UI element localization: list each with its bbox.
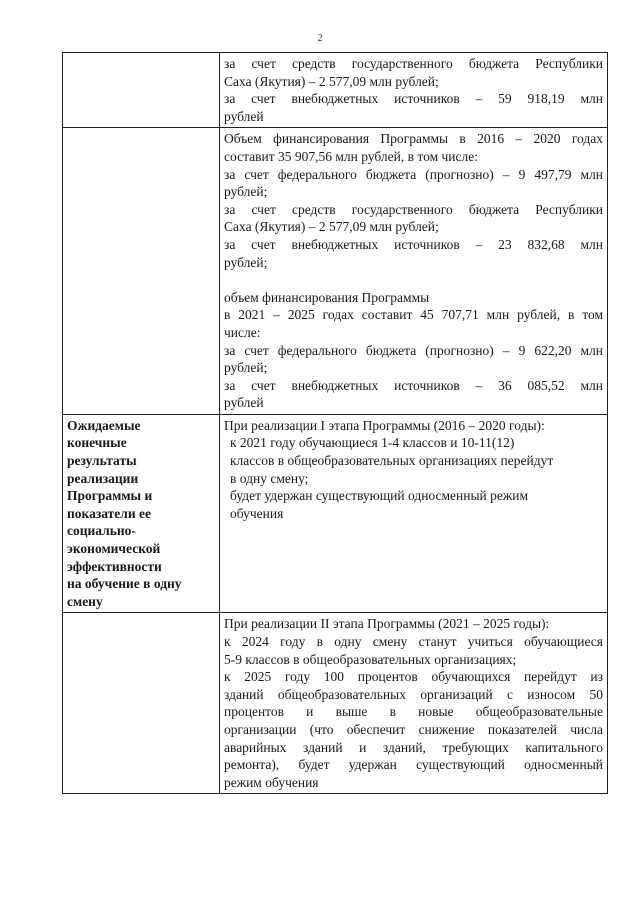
content-line: числе: [224, 324, 261, 340]
heading-line: на обучение в одну [67, 576, 182, 592]
table-row [63, 53, 607, 128]
content-line: ремонта), будет удержан существующий односменный [224, 757, 603, 773]
table-row [63, 415, 607, 614]
content-line: рублей [224, 108, 264, 124]
page-number: 2 [317, 33, 323, 44]
content-line: рублей; [224, 254, 268, 270]
content-line: за счет средств государственного бюджета Республики [224, 56, 603, 71]
content-line: за счет внебюджетных источников – 59 918,19 млн [224, 91, 603, 107]
row-heading-cell [63, 415, 220, 613]
content-line: Объем финансирования Программы в 2016 – 2020 годах [224, 131, 603, 147]
content-line: за счет средств государственного бюджета Республики [224, 201, 603, 217]
content-line: за счет внебюджетных источников – 23 832,68 млн [224, 236, 603, 252]
content-line [224, 271, 603, 289]
content-line: рублей; [224, 360, 268, 376]
heading-line: Программы и [67, 488, 153, 504]
content-line: объем финансирования Программы [224, 289, 430, 305]
heading-line: смену [67, 593, 103, 609]
heading-line: конечные [67, 435, 127, 451]
table-row [63, 613, 607, 794]
row-heading-cell [63, 128, 220, 414]
content-line: обучения [230, 505, 284, 521]
heading-line: показатели ее [67, 505, 152, 521]
content-line: зданий общеобразовательных организаций с износом 50 [224, 686, 603, 702]
content-line: будет удержан существующий односменный режим [230, 488, 528, 504]
row-content-cell [220, 128, 607, 414]
row-content-cell [220, 613, 607, 793]
content-line: процентов и выше в новые общеобразовательные [224, 704, 603, 720]
row-content-cell [220, 53, 607, 127]
program-passport-table [62, 52, 608, 794]
content-line: за счет внебюджетных источников – 36 085,52 млн [224, 377, 603, 393]
content-line: в 2021 – 2025 годах составит 45 707,71 млн рублей, в том [224, 307, 603, 323]
content-line: 5-9 классов в общеобразовательных организациях; [224, 651, 517, 667]
row-content-cell [220, 415, 607, 613]
content-line: Саха (Якутия) – 2 577,09 млн рублей; [224, 73, 439, 89]
content-line: к 2024 году в одну смену станут учиться обучающиеся [224, 634, 603, 649]
content-line: Саха (Якутия) – 2 577,09 млн рублей; [224, 219, 439, 235]
content-line: режим обучения [224, 774, 319, 790]
content-line: за счет федерального бюджета (прогнозно) – 9 622,20 млн [224, 342, 603, 358]
content-line: за счет федерального бюджета (прогнозно) – 9 497,79 млн [224, 166, 603, 182]
heading-line: Ожидаемые [67, 417, 141, 433]
content-line: организации (что обеспечит снижение показателей числа [224, 721, 603, 737]
heading-line: экономической [67, 541, 161, 557]
content-line: составит 35 907,56 млн рублей, в том числе: [224, 148, 479, 164]
content-line: рублей [224, 395, 264, 411]
content-line: к 2021 году обучающиеся 1-4 классов и 10-11(12) [230, 435, 515, 451]
heading-line: реализации [67, 470, 139, 486]
content-line: При реализации II этапа Программы (2021 – 2025 годы): [224, 616, 550, 632]
content-line: аварийных зданий и зданий, требующих капитального [224, 739, 603, 755]
content-line: рублей; [224, 184, 268, 200]
table-row [63, 128, 607, 415]
content-line: При реализации I этапа Программы (2016 – 2020 годы): [224, 417, 545, 433]
row-heading-cell [63, 53, 220, 127]
heading-line: результаты [67, 453, 137, 469]
content-line: классов в общеобразовательных организациях перейдут [230, 453, 554, 469]
heading-line: социально- [67, 523, 136, 539]
content-line: в одну смену; [230, 470, 309, 486]
heading-line: эффективности [67, 558, 162, 574]
row-heading-cell [63, 613, 220, 793]
content-line: к 2025 году 100 процентов обучающихся перейдут из [224, 669, 603, 685]
